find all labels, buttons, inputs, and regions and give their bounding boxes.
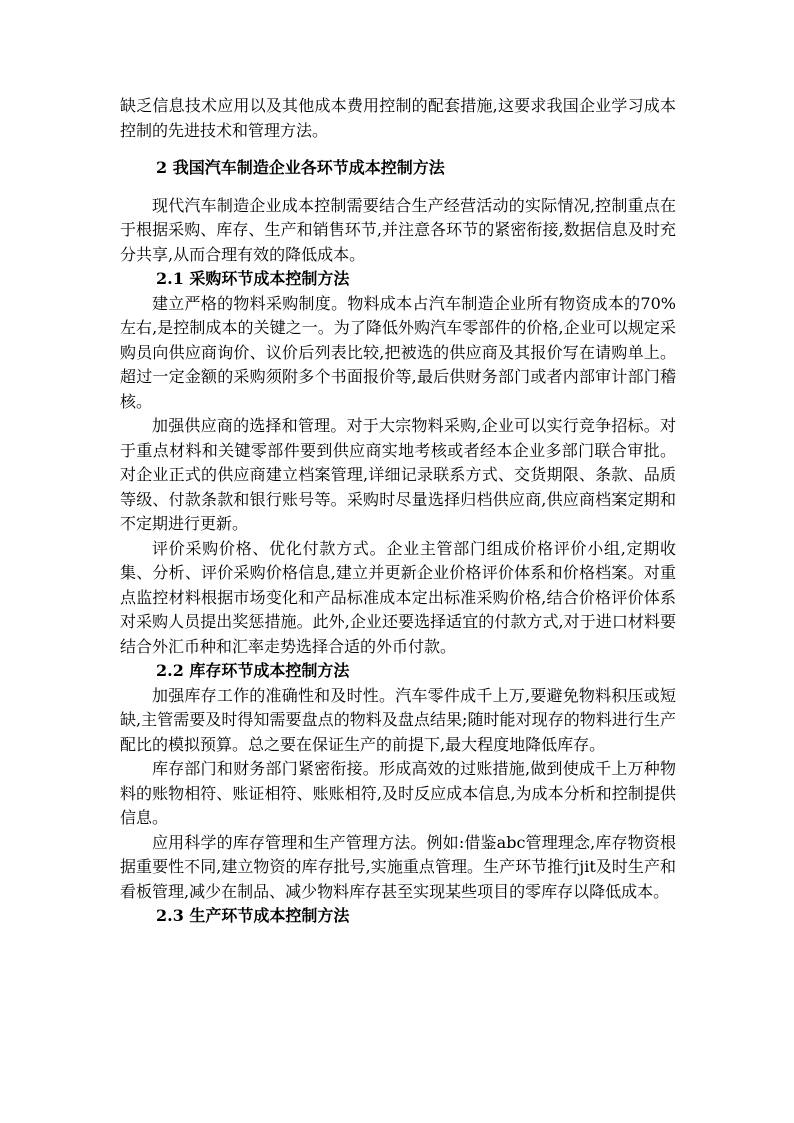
section-2-3-heading: 2.3 生产环节成本控制方法 — [156, 906, 350, 925]
section-2-2-paragraph-1: 加强库存工作的准确性和及时性。汽车零件成千上万,要避免物料积压或短缺,主管需要及时得知需要盘点的物料及盘点结果;随时能对现存的物料进行生产配比的模拟预算。总之要在保证生产的前提下,最大程度地降低库存。 — [120, 685, 676, 754]
document-page — [120, 94, 676, 929]
section-2-1-paragraph-1: 建立严格的物料采购制度。物料成本占汽车制造企业所有物资成本的70%左右,是控制成本的关键之一。为了降低外购汽车零部件的价格,企业可以规定采购员向供应商询价、议价后列表比较,把被选的供应商及其报价写在请购单上。超过一定金额的采购须附多个书面报价等,最后供财务部门或者内部审计部门稽核。 — [120, 293, 676, 411]
intro-tail-paragraph: 缺乏信息技术应用以及其他成本费用控制的配套措施,这要求我国企业学习成本控制的先进技术和管理方法。 — [120, 96, 676, 140]
section-2-2-paragraph-3: 应用科学的库存管理和生产管理方法。例如:借鉴abc管理理念,库存物资根据重要性不同,建立物资的库存批号,实施重点管理。生产环节推行jit及时生产和看板管理,减少在制品、减少物料库存甚至实现某些项目的零库存以降低成本。 — [120, 832, 676, 901]
section-2-1-heading: 2.1 采购环节成本控制方法 — [156, 269, 350, 288]
section-2-intro-paragraph: 现代汽车制造企业成本控制需要结合生产经营活动的实际情况,控制重点在于根据采购、库存、生产和销售环节,并注意各环节的紧密衔接,数据信息及时充分共享,从而合理有效的降低成本。 — [120, 195, 676, 264]
section-2-heading: 2 我国汽车制造企业各环节成本控制方法 — [156, 158, 445, 177]
section-2-1-paragraph-3: 评价采购价格、优化付款方式。企业主管部门组成价格评价小组,定期收集、分析、评价采购价格信息,建立并更新企业价格评价体系和价格档案。对重点监控材料根据市场变化和产品标准成本定出标准采购价格,结合价格评价体系对采购人员提出奖惩措施。此外,企业还要选择适宜的付款方式,对于进口材料要结合外汇币种和汇率走势选择合适的外币付款。 — [120, 538, 676, 656]
section-2-2-heading: 2.2 库存环节成本控制方法 — [156, 661, 350, 680]
section-2-2-paragraph-2: 库存部门和财务部门紧密衔接。形成高效的过账措施,做到使成千上万种物料的账物相符、账证相符、账账相符,及时反应成本信息,为成本分析和控制提供信息。 — [120, 759, 676, 827]
section-2-1-paragraph-2: 加强供应商的选择和管理。对于大宗物料采购,企业可以实行竞争招标。对于重点材料和关键零部件要到供应商实地考核或者经本企业多部门联合审批。对企业正式的供应商建立档案管理,详细记录联系方式、交货期限、条款、品质等级、付款条款和银行账号等。采购时尽量选择归档供应商,供应商档案定期和不定期进行更新。 — [120, 416, 676, 533]
